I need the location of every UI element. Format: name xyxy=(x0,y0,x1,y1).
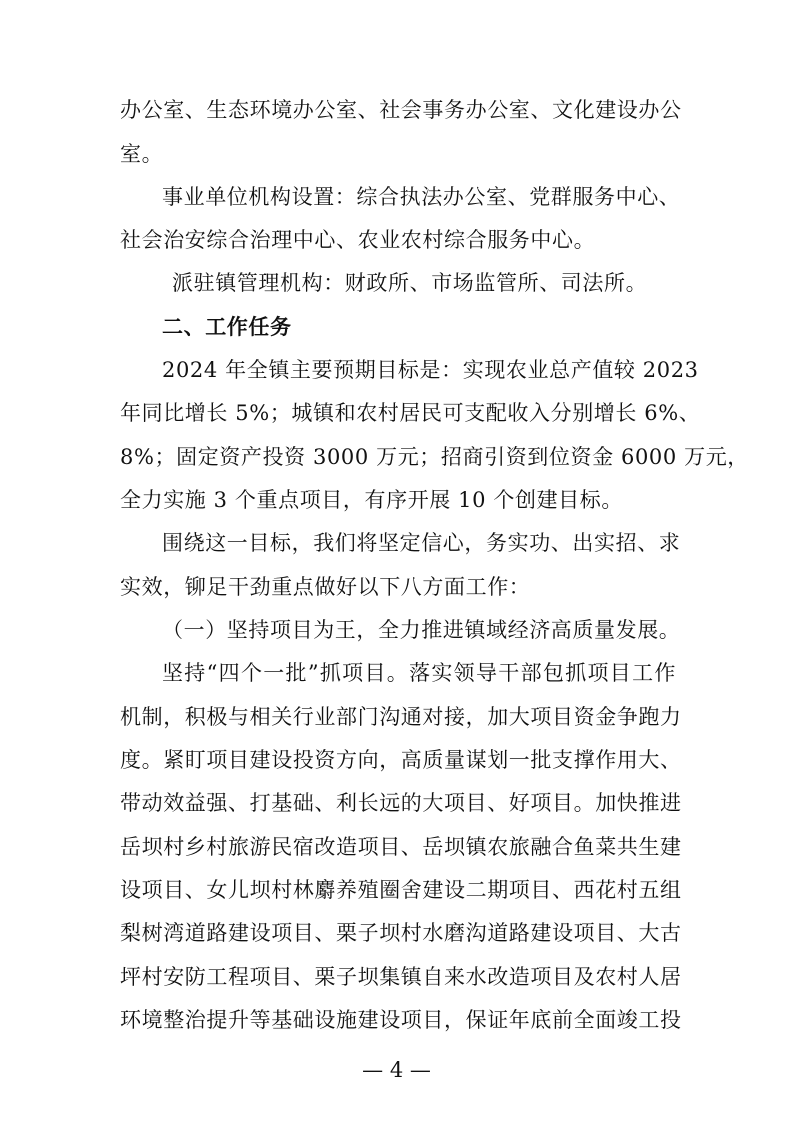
text-line-9: 8%；固定资产投资 3000 万元；招商引资到位资金 6000 万元， xyxy=(120,445,749,469)
text-line-17: 带动效益强、打基础、利长远的大项目、好项目。加快推进 xyxy=(120,791,682,815)
page-number: — 4 — xyxy=(362,1058,431,1082)
text-line-22: 环境整治提升等基础设施建设项目，保证年底前全面竣工投 xyxy=(120,1008,682,1032)
text-line-15: 机制，积极与相关行业部门沟通对接，加大项目资金争跑力 xyxy=(120,705,682,729)
subsection-heading: （一）坚持项目为王，全力推进镇域经济高质量发展。 xyxy=(162,618,681,642)
text-line-7: 2024 年全镇主要预期目标是：实现农业总产值较 2023 xyxy=(162,358,699,382)
text-line-3: 事业单位机构设置：综合执法办公室、党群服务中心、 xyxy=(162,185,681,209)
text-line-10: 全力实施 3 个重点项目，有序开展 10 个创建目标。 xyxy=(120,488,623,512)
text-line-12: 实效，铆足干劲重点做好以下八方面工作： xyxy=(120,575,531,599)
text-line-2: 室。 xyxy=(120,142,164,166)
text-line-18: 岳坝村乡村旅游民宿改造项目、岳坝镇农旅融合鱼菜共生建 xyxy=(120,835,682,859)
text-line-1: 办公室、生态环境办公室、社会事务办公室、文化建设办公 xyxy=(120,98,682,122)
text-line-21: 坪村安防工程项目、栗子坝集镇自来水改造项目及农村人居 xyxy=(120,965,682,989)
text-line-8: 年同比增长 5%；城镇和农村居民可支配收入分别增长 6%、 xyxy=(120,401,701,425)
text-line-16: 度。紧盯项目建设投资方向，高质量谋划一批支撑作用大、 xyxy=(120,748,682,772)
text-line-4: 社会治安综合治理中心、农业农村综合服务中心。 xyxy=(120,228,596,252)
text-line-5: 派驻镇管理机构：财政所、市场监管所、司法所。 xyxy=(172,271,648,295)
text-line-11: 围绕这一目标，我们将坚定信心，务实功、出实招、求 xyxy=(162,531,681,555)
section-heading: 二、工作任务 xyxy=(162,315,292,339)
text-line-14: 坚持“四个一批”抓项目。落实领导干部包抓项目工作 xyxy=(162,661,676,685)
text-line-20: 梨树湾道路建设项目、栗子坝村水磨沟道路建设项目、大古 xyxy=(120,921,682,945)
text-line-19: 设项目、女儿坝村林麝养殖圈舍建设二期项目、西花村五组 xyxy=(120,878,682,902)
